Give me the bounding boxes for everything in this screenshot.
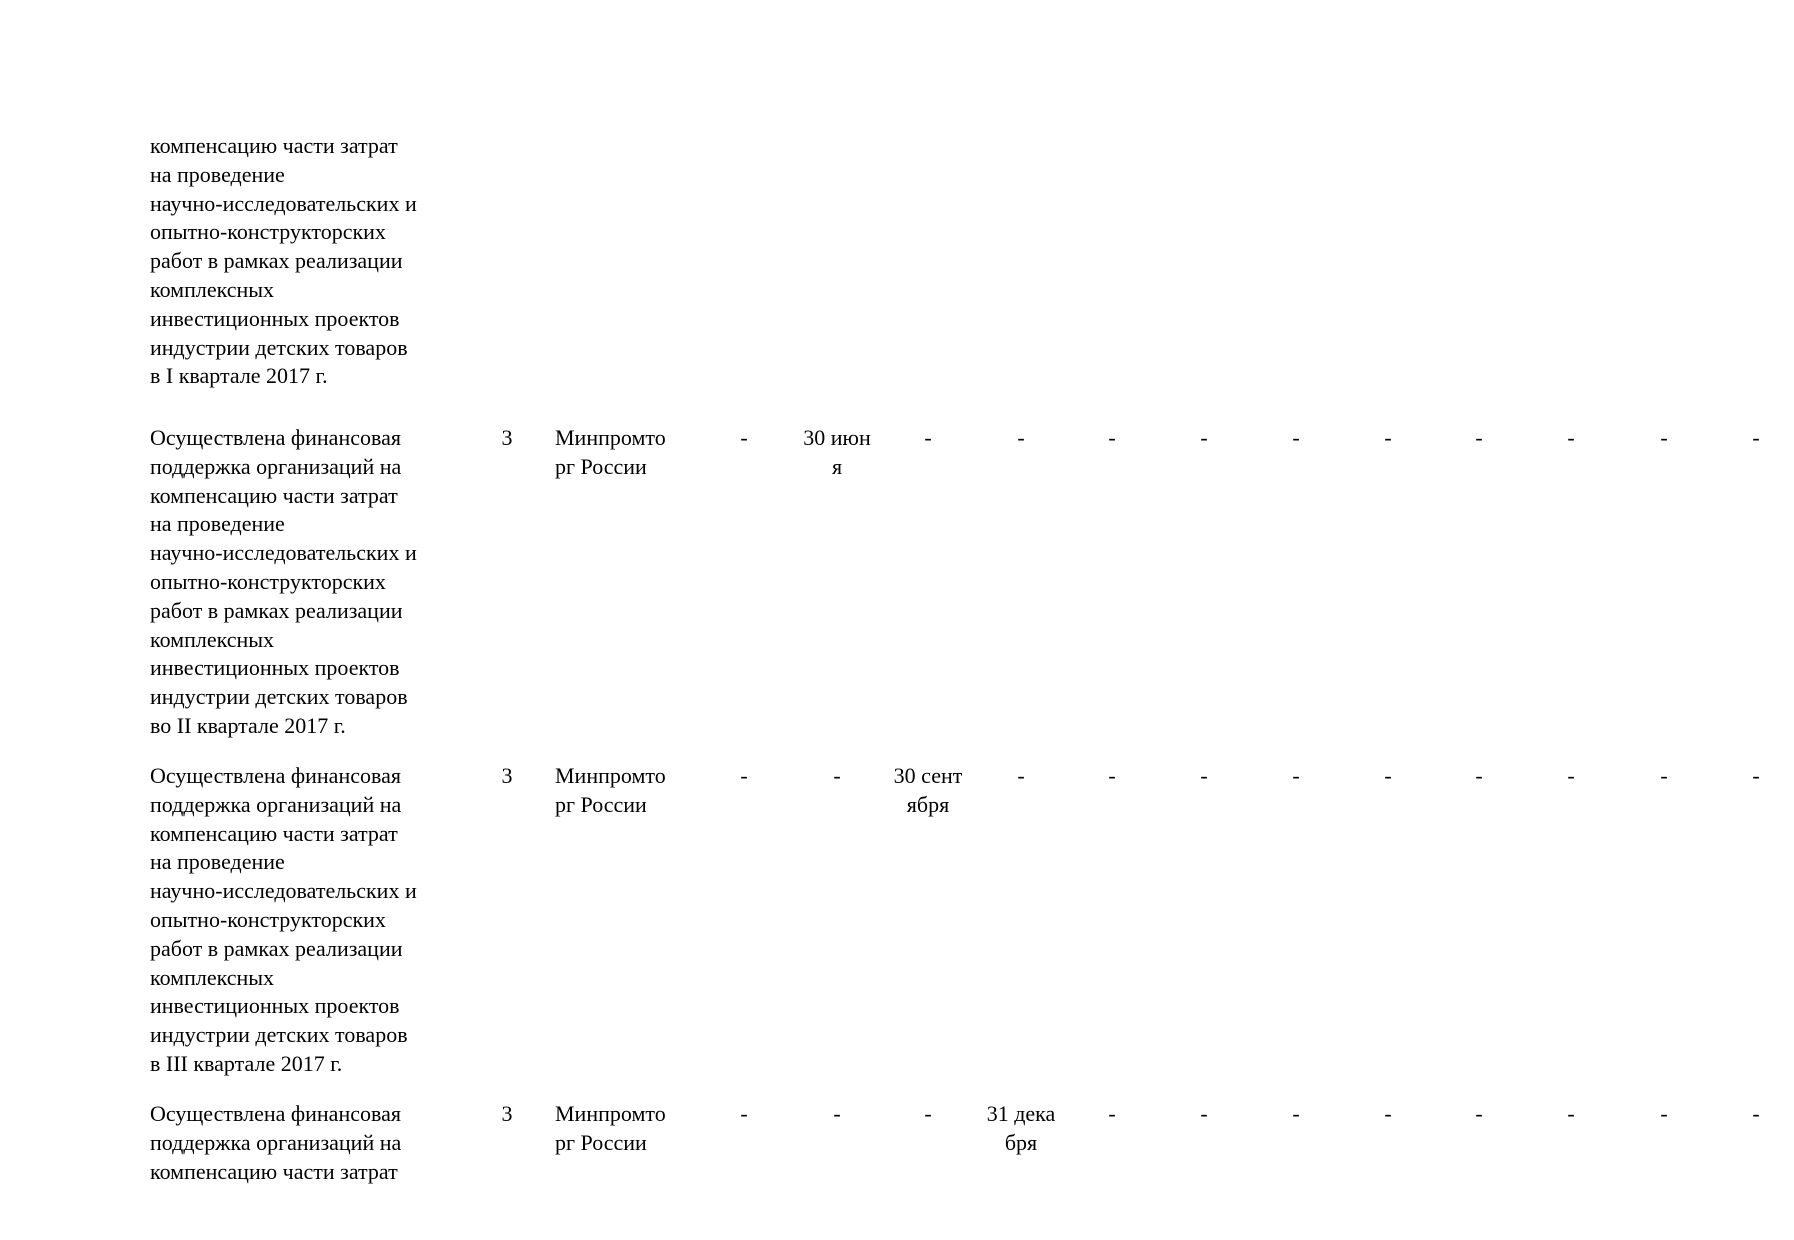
date-cell: - [1475, 425, 1483, 450]
date-cell: - [1475, 1101, 1483, 1126]
date-cell: - [1475, 763, 1483, 788]
date-cell: - [1200, 1101, 1208, 1126]
event-description: Осуществлена финансовая поддержка организаций на компенсацию части затрат [150, 1101, 402, 1184]
event-number: 3 [501, 425, 513, 450]
date-cell: - [740, 425, 748, 450]
date-cell: - [833, 1101, 841, 1126]
date-cell: - [1292, 763, 1300, 788]
date-cell: 30 июня [803, 425, 871, 479]
date-cell: - [1017, 425, 1025, 450]
responsible-org: Минпромто рг России [555, 763, 666, 817]
date-cell: 31 декабря [986, 1101, 1056, 1155]
date-cell: - [1567, 425, 1575, 450]
responsible-org: Минпромто рг России [555, 1101, 666, 1155]
date-cell: - [833, 763, 841, 788]
responsible-org: Минпромто рг России [555, 425, 666, 479]
event-number: 3 [501, 1101, 513, 1126]
date-cell: - [924, 1101, 932, 1126]
event-number: 3 [501, 763, 513, 788]
date-cell: - [1660, 763, 1668, 788]
date-cell: - [1752, 763, 1760, 788]
date-cell: - [1384, 1101, 1392, 1126]
date-cell: 30 сентября [893, 763, 963, 817]
date-cell: - [1567, 1101, 1575, 1126]
date-cell: - [1108, 425, 1116, 450]
date-cell: - [1108, 1101, 1116, 1126]
date-cell: - [1660, 425, 1668, 450]
date-cell: - [924, 425, 932, 450]
event-description: Осуществлена финансовая поддержка организаций на компенсацию части затрат на проведение научно-исследовательских и опытно-конструкторских работ в рамках реализации комплексных инвестиционных проектов индустрии детских товаров во II квартале 2017 г. [150, 425, 417, 738]
date-cell: - [1752, 425, 1760, 450]
date-cell: - [1292, 425, 1300, 450]
date-cell: - [1660, 1101, 1668, 1126]
continuation-description: компенсацию части затрат на проведение научно-исследовательских и опытно-конструкторских работ в рамках реализации комплексных инвестиционных проектов индустрии детских товаров в I квартале 2017 г. [150, 133, 417, 389]
date-cell: - [1292, 1101, 1300, 1126]
date-cell: - [1384, 425, 1392, 450]
date-cell: - [1017, 763, 1025, 788]
date-cell: - [1752, 1101, 1760, 1126]
date-cell: - [740, 1101, 748, 1126]
date-cell: - [1567, 763, 1575, 788]
date-cell: - [1384, 763, 1392, 788]
date-cell: - [1108, 763, 1116, 788]
event-description: Осуществлена финансовая поддержка организаций на компенсацию части затрат на проведение научно-исследовательских и опытно-конструкторских работ в рамках реализации комплексных инвестиционных проектов индустрии детских товаров в III квартале 2017 г. [150, 763, 417, 1076]
date-cell: - [740, 763, 748, 788]
date-cell: - [1200, 425, 1208, 450]
date-cell: - [1200, 763, 1208, 788]
